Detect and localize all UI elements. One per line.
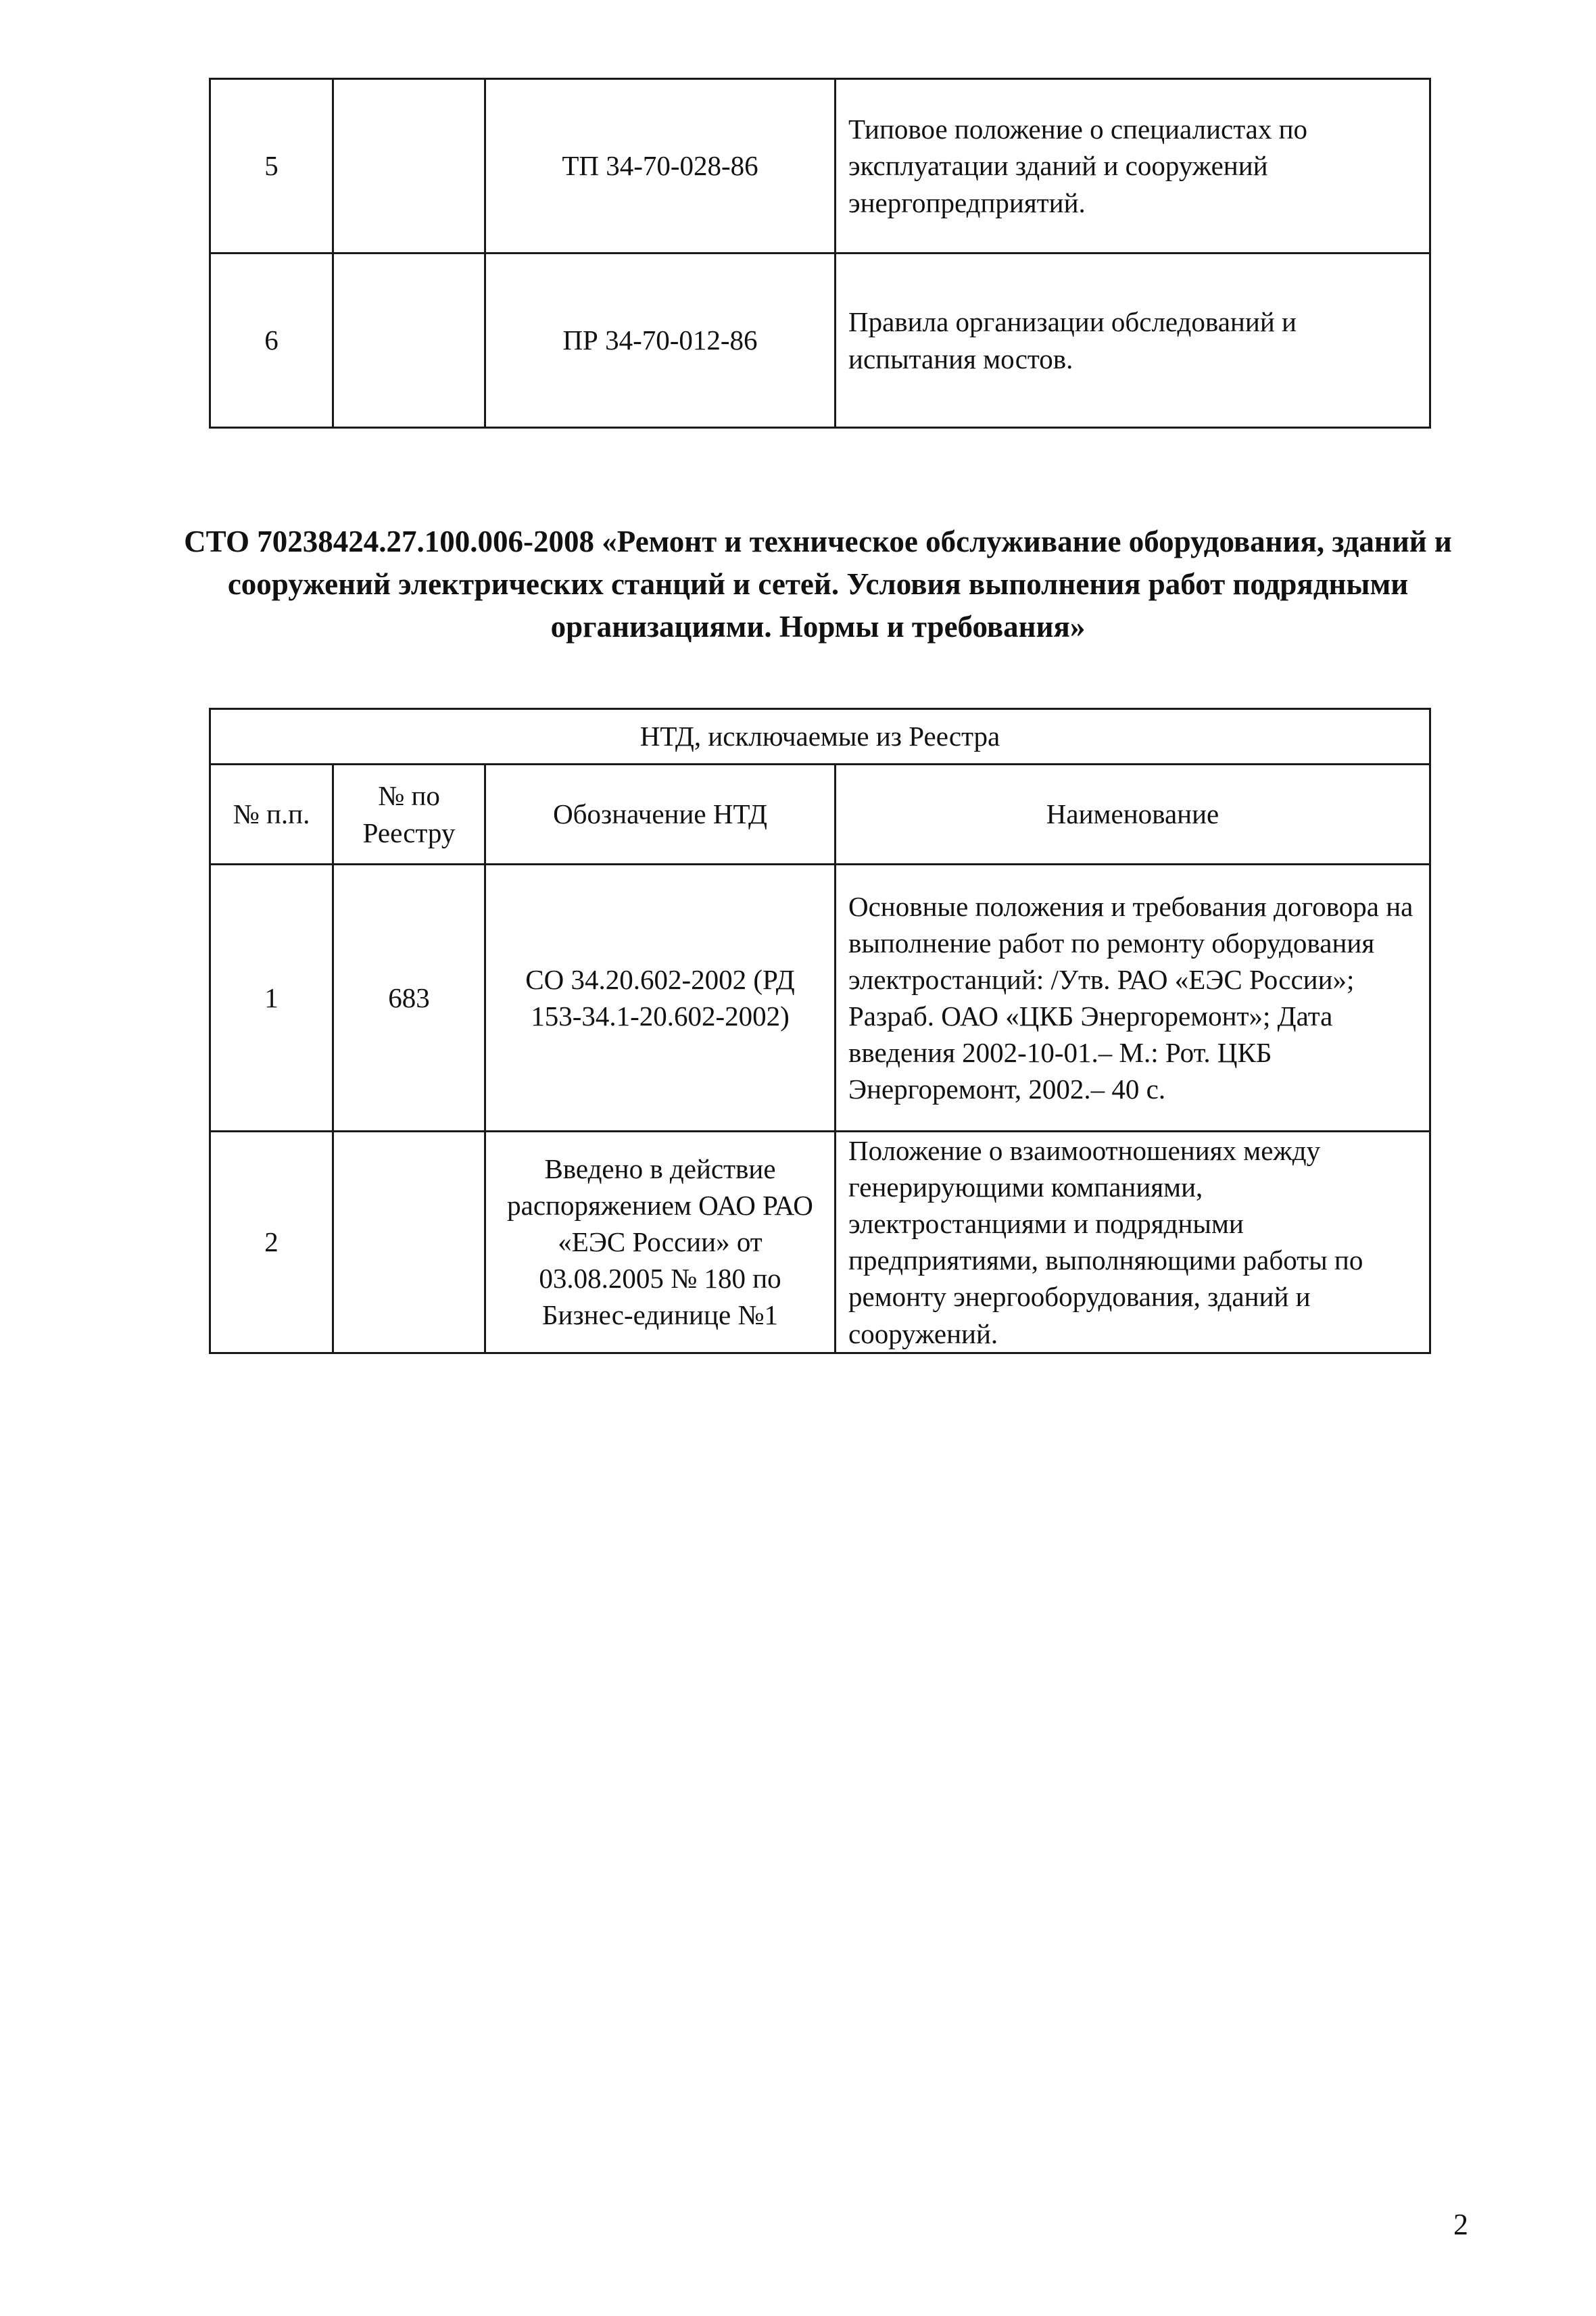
registry-number <box>333 79 485 254</box>
row-number: 5 <box>210 79 333 254</box>
header-row-number: № п.п. <box>210 765 333 865</box>
table-row <box>210 865 1430 1132</box>
table-header-row <box>210 765 1430 865</box>
document-name: Типовое положение о специалистах по эксплуатации зданий и сооружений энергопредприятий. <box>836 79 1430 254</box>
document-code: ПР 34-70-012-86 <box>485 254 836 428</box>
table-row <box>210 254 1430 428</box>
top-table <box>209 78 1431 429</box>
document-name: Правила организации обследований и испытания мостов. <box>836 254 1430 428</box>
registry-number <box>333 1132 485 1353</box>
registry-number <box>333 254 485 428</box>
header-document-name: Наименование <box>836 765 1430 865</box>
document-code: СО 34.20.602-2002 (РД 153-34.1-20.602-2002) <box>485 865 836 1132</box>
document-code: ТП 34-70-028-86 <box>485 79 836 254</box>
row-number: 2 <box>210 1132 333 1353</box>
table-caption: НТД, исключаемые из Реестра <box>210 709 1430 765</box>
table-row <box>210 79 1430 254</box>
section-heading: СТО 70238424.27.100.006-2008 «Ремонт и техническое обслуживание оборудования, зданий и сооружений электрических станций и сетей. Условия выполнения работ подрядными организациями. Нормы и требования» <box>184 525 1452 644</box>
document-name: Положение о взаимоотношениях между генерирующими компаниями, электростанциями и подрядными предприятиями, выполняющими работы по ремонту энергооборудования, зданий и сооружений. <box>836 1132 1430 1353</box>
table-caption-row <box>210 709 1430 765</box>
row-number: 1 <box>210 865 333 1132</box>
document-code: Введено в действие распоряжением ОАО РАО «ЕЭС России» от 03.08.2005 № 180 по Бизнес-единице №1 <box>485 1132 836 1353</box>
page-number: 2 <box>1453 2208 1468 2241</box>
header-registry-number: № по Реестру <box>333 765 485 865</box>
registry-number: 683 <box>333 865 485 1132</box>
document-name: Основные положения и требования договора на выполнение работ по ремонту оборудования электростанций: /Утв. РАО «ЕЭС России»; Разраб. ОАО «ЦКБ Энергоремонт»; Дата введения 2002-10-01.– М.: Рот. ЦКБ Энергоремонт, 2002.– 40 с. <box>836 865 1430 1132</box>
table-row <box>210 1132 1430 1353</box>
header-document-code: Обозначение НТД <box>485 765 836 865</box>
excluded-documents-table <box>209 708 1431 1354</box>
row-number: 6 <box>210 254 333 428</box>
